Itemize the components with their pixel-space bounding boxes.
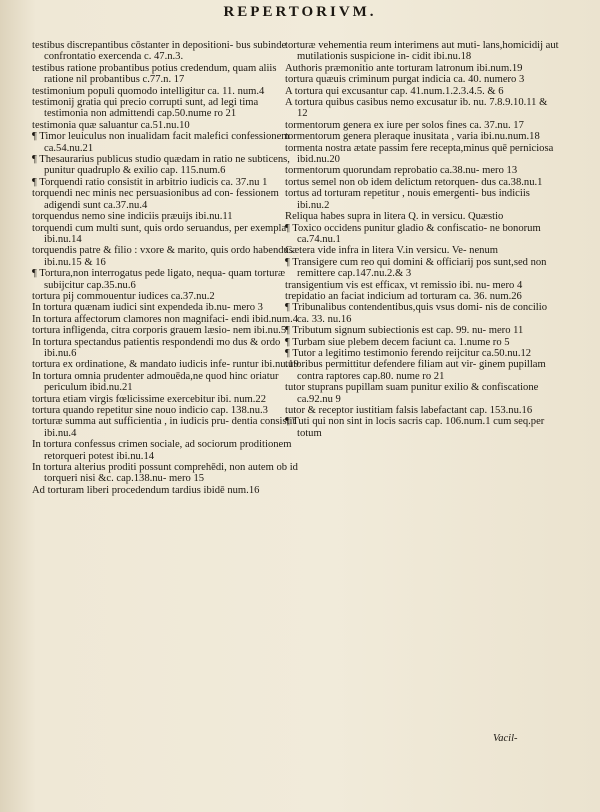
index-entry: ¶ Torquendi ratio consistit in arbitrio iudicis ca. 37.nu 1 [32, 176, 268, 188]
index-entry: torquendi cum multi sunt, quis ordo seruandus, per exempla ibi.nu.14 [32, 222, 287, 245]
index-entry: ¶ Tutor a legitimo testimonio ferendo reijcitur ca.50.nu.12 [285, 347, 532, 359]
index-entry: tormentorum genera ex iure per solos fines ca. 37.nu. 17 [285, 119, 524, 131]
index-entry: tortus semel non ob idem delictum retorquen- dus ca.38.nu.1 [285, 176, 543, 188]
index-entry: torquendus nemo sine indiciis præuijs ibi.nu.11 [32, 211, 233, 223]
index-entry: ¶ Tuti qui non sint in locis sacris cap. 106.num.1 cum seq.per totum [285, 416, 545, 439]
index-entry: A tortura quibus casibus nemo excusatur ib. nu. 7.8.9.10.11 & 12 [285, 97, 548, 120]
index-entry: tormentorum quorundam reprobatio ca.38.nu- mero 13 [285, 165, 518, 177]
index-entry: testimonia quæ saluantur ca.51.nu.10 [32, 119, 190, 131]
index-entry: tortura pij commouentur iudices ca.37.nu.2 [32, 290, 215, 302]
index-column-right [285, 40, 559, 439]
index-entry: torquendi nec minis nec persuasionibus ad con- fessionem adigendi sunt ca.37.nu.4 [32, 188, 279, 211]
index-entry: tortus ad torturam repetitur , nouis emergenti- bus indiciis ibi.nu.2 [285, 188, 530, 211]
index-entry: In tortura quænam iudici sint expendeda ib.nu- mero 3 [32, 302, 263, 314]
index-entry: Cætera vide infra in litera V.in versicu. Ve- nenum [285, 245, 499, 257]
index-entry: testibus discrepantibus cōstanter in depositioni- bus subinde confrontatio exercenda c. 47.n.3. [32, 40, 287, 63]
index-entry: tutor stuprans pupillam suam punitur exilio & confiscatione ca.92.nu 9 [285, 382, 539, 405]
index-entry: torturæ vehementia reum interimens aut muti- lans,homicidij aut mutilationis suspicione in- cidit ibi.nu.18 [285, 40, 559, 63]
index-entry: torquendis patre & filio : vxore & marito, quis ordo habendus ibi.nu.15 & 16 [32, 245, 293, 268]
index-entry: tutoribus permittitur defendere filiam aut vir- ginem pupillam contra raptores cap.80. nume ro 21 [285, 359, 546, 382]
index-entry: trepidatio an faciat indicium ad torturam ca. 36. num.26 [285, 290, 522, 302]
page-title: REPERTORIVM. [223, 4, 377, 20]
index-entry: ¶ Turbam siue plebem decem faciunt ca. 1.nume ro 5 [285, 336, 510, 348]
index-entry: ¶ Transigere cum reo qui domini & officiarij pos sunt,sed non remittere cap.147.nu.2.& 3 [285, 256, 547, 280]
index-entry: testimonium populi quomodo intelligitur ca. 11. num.4 [32, 85, 265, 97]
index-entry: In tortura confessus crimen sociale, ad sociorum proditionem retorqueri potest ibi.nu.14 [32, 439, 292, 462]
index-entry: tortura quæuis criminum purgat indicia ca. 40. numero 3 [285, 74, 525, 86]
catchword: Vacil- [493, 733, 518, 744]
index-entry: Ad torturam liberi procedendum tardius ibidē num.16 [32, 484, 260, 496]
index-entry: torturæ summa aut sufficientia , in iudicis pru- dentia consistit ibi.nu.4 [32, 416, 296, 439]
index-entry: tortura etiam virgis fœlicissime exercebitur ibi. num.22 [32, 393, 266, 405]
index-entry: tortura ex ordinatione, & mandato iudicis infe- runtur ibi.nu.19 [32, 359, 299, 371]
index-entry: ¶ Thesaurarius publicus studio quædam in ratio ne subticens, punitur quadruplo & exilio cap. 115.num.6 [32, 154, 290, 177]
index-entry: ¶ Tribunalibus contendentibus,quis vsus domi- nis de concilio ca. 33. nu.16 [285, 302, 547, 325]
index-entry: tormentorum genera pleraque inusitata , varia ibi.nu.num.18 [285, 131, 540, 143]
index-entry: tutor & receptor iustitiam falsis labefactant cap. 153.nu.16 [285, 405, 533, 416]
index-entry: A tortura qui excusantur cap. 41.num.1.2.3.4.5. & 6 [285, 85, 504, 97]
index-entry: In tortura alterius proditi possunt comprehēdi, non autem ob id torqueri nisi &c. cap.138.nu- mero 15 [32, 462, 298, 485]
index-entry: testimonij gratia qui precio corrupti sunt, ad legi tima testimonia non admittendi cap.50.nume ro 21 [32, 97, 259, 120]
index-entry: ¶ Tributum signum subiectionis est cap. 99. nu- mero 11 [285, 325, 524, 337]
index-entry: In tortura affectorum clamores non magnifaci- endi ibid.num.4 [32, 313, 299, 325]
index-entry: tortura infligenda, citra corporis grauem læsio- nem ibi.nu.5 [32, 325, 287, 337]
index-entry: ¶ Tortura,non interrogatus pede ligato, nequa- quam torturæ subijcitur cap.35.nu.6 [32, 268, 286, 291]
index-entry: Reliqua habes supra in litera Q. in versicu. Quæstio [285, 211, 504, 223]
index-entry: tormenta nostra ætate passim fere recepta,minus quē perniciosa ibid.nu.20 [285, 142, 554, 166]
index-entry: Authoris præmonitio ante torturam latronum ibi.num.19 [285, 62, 523, 74]
index-entry: In tortura omnia prudenter admouēda,ne quod hinc oriatur periculum ibid.nu.21 [32, 370, 279, 394]
index-entry: ¶ Toxico occidens punitur gladio & confiscatio- ne bonorum ca.74.nu.1 [285, 222, 541, 245]
index-entry: ¶ Timor leuiculus non inualidam facit malefici confessionem ca.54.nu.21 [32, 131, 290, 154]
index-column-left [32, 40, 300, 496]
index-entry: transigentium vis est efficax, vt remissio ibi. nu- mero 4 [285, 279, 523, 291]
index-entry: tortura quando repetitur sine nouo indicio cap. 138.nu.3 [32, 405, 268, 416]
index-entry: In tortura spectandus patientis respondendi mo dus & ordo ibi.nu.6 [32, 336, 281, 359]
index-entry: testibus ratione probantibus potius credendum, quam aliis ratione nil probantibus c.77.n. 17 [32, 62, 277, 86]
